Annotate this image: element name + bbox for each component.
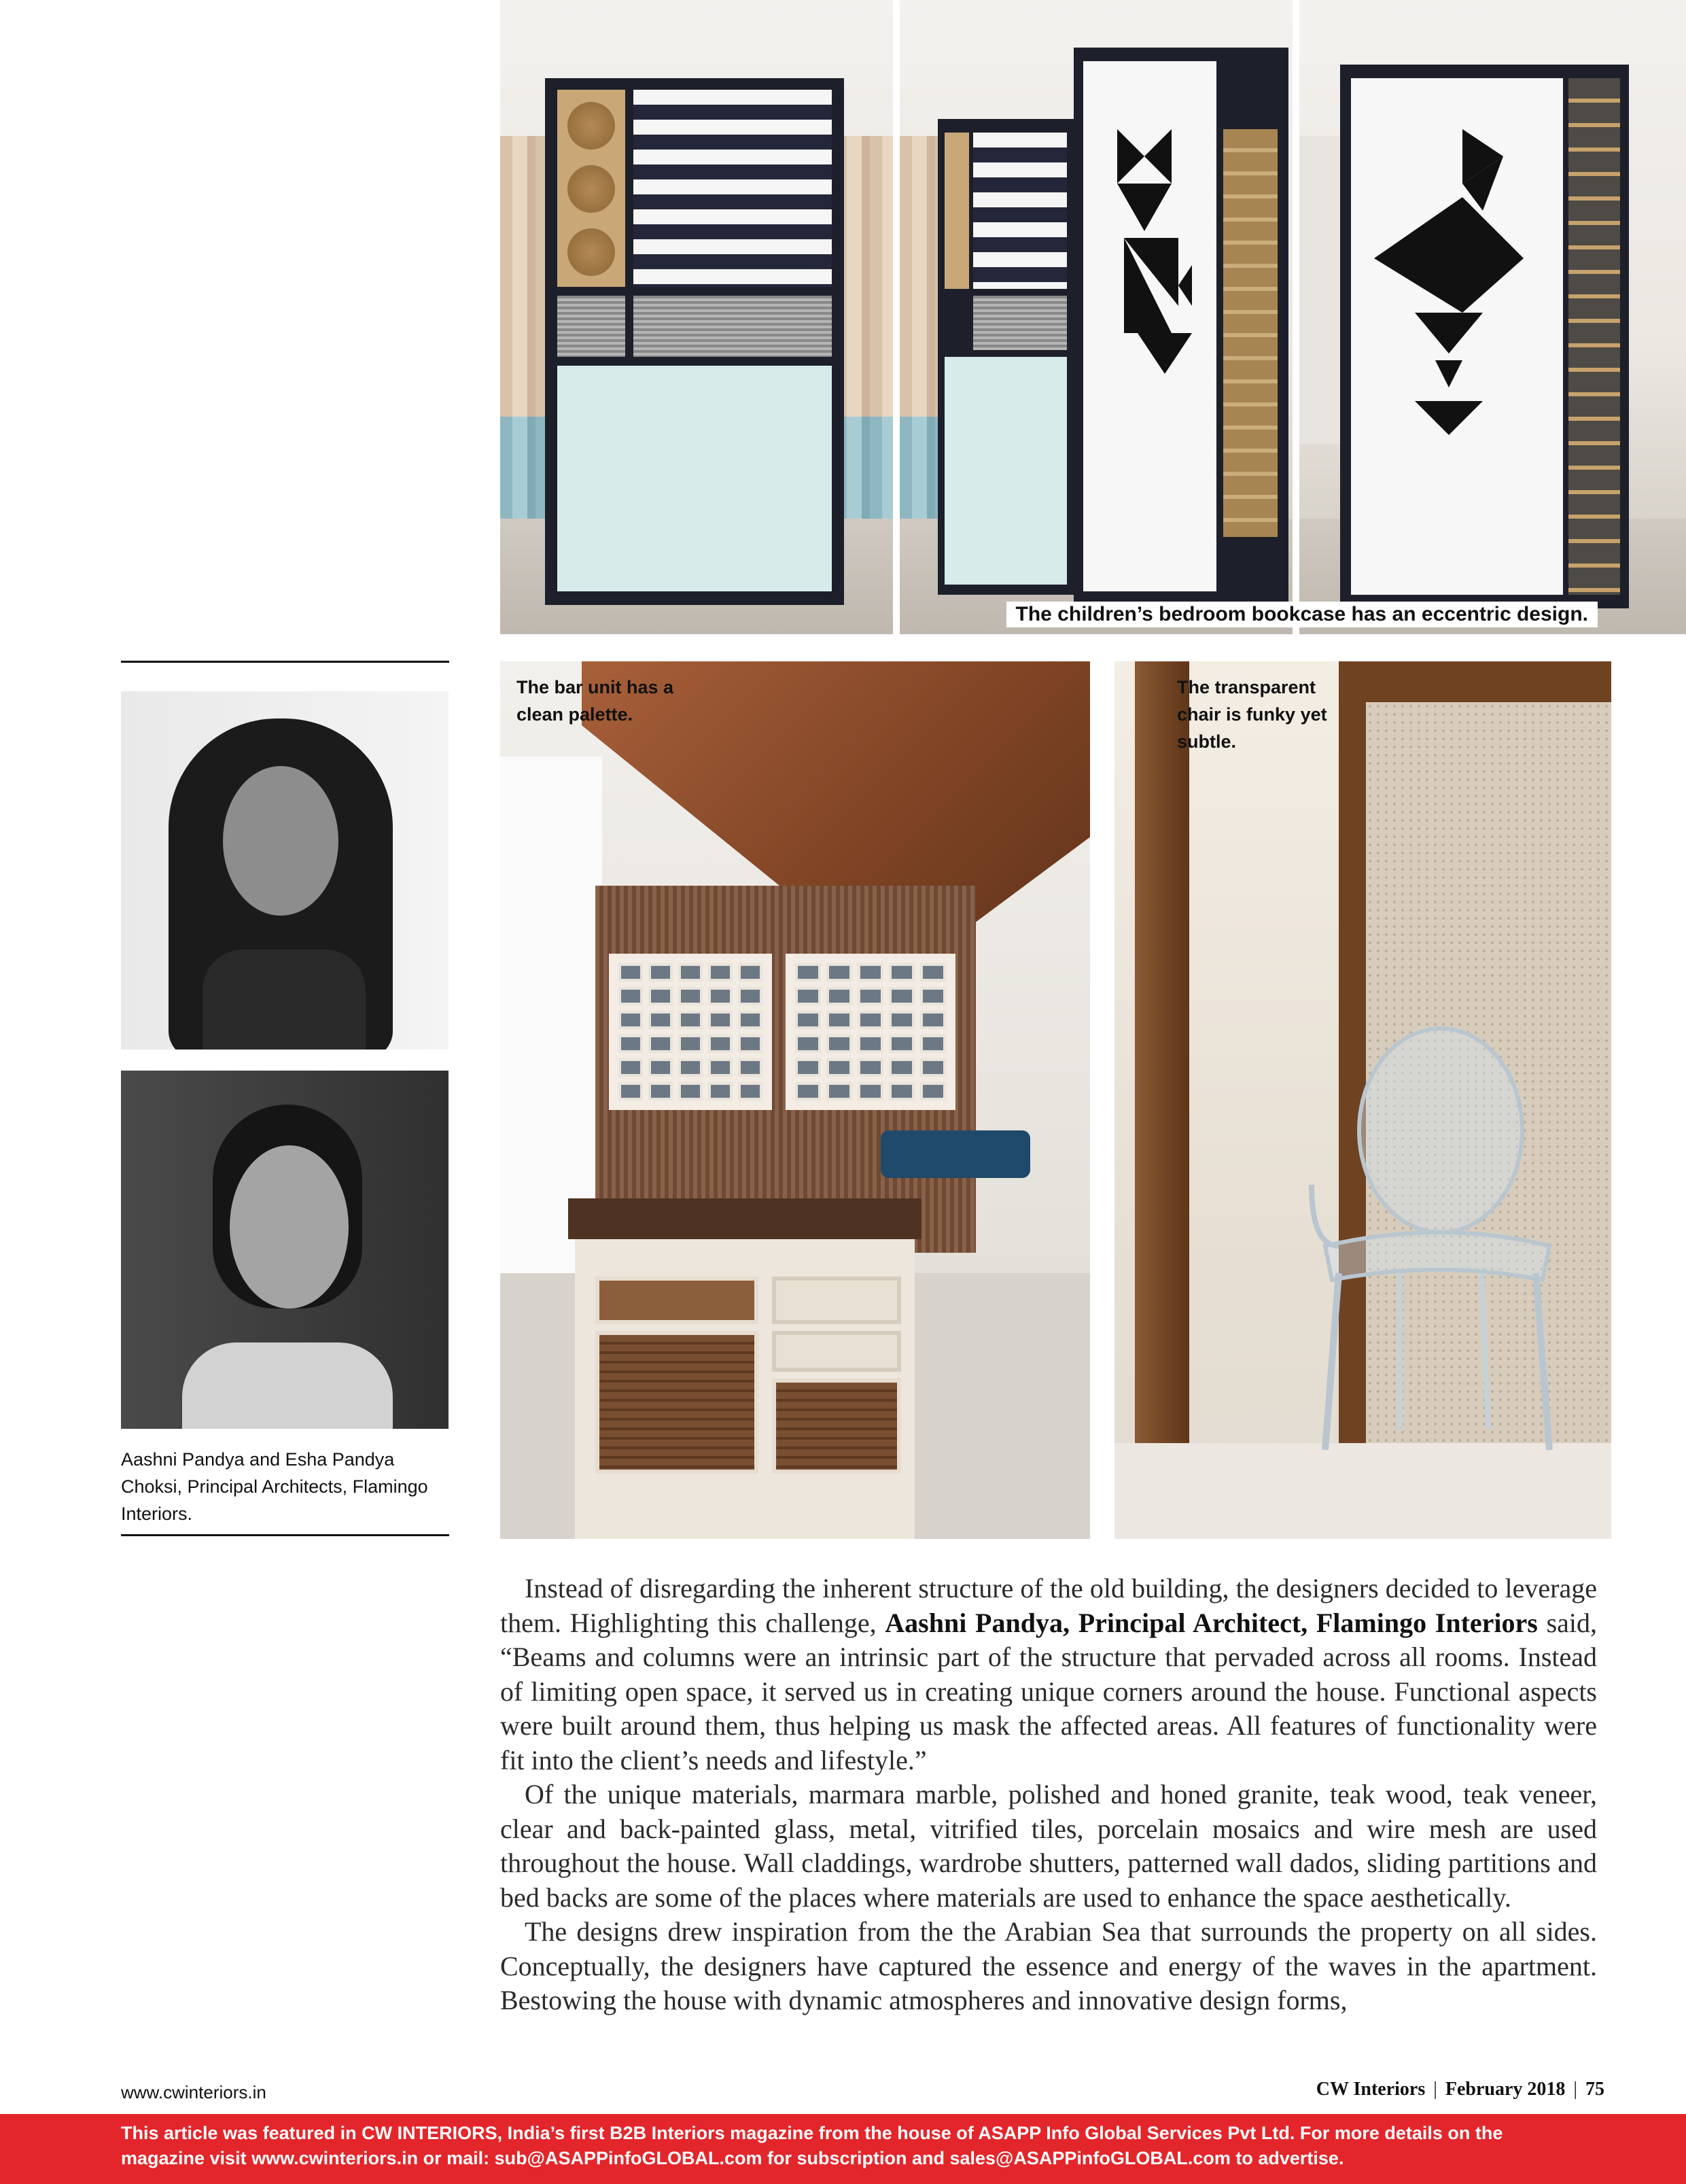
footer-page-number: 75 [1585, 2079, 1604, 2100]
bookcase-photo-side [1299, 0, 1686, 634]
tangram-bird-icon [1374, 129, 1530, 435]
footer-issue: February 2018 [1445, 2079, 1566, 2100]
caption-chair: The transparent chair is funky yet subtle. [1177, 677, 1327, 752]
quoted-speaker: Aashni Pandya, Principal Architect, Flamingo Interiors [885, 1607, 1538, 1638]
bar-unit-photo [500, 661, 1090, 1539]
transparent-chair-photo [1114, 661, 1611, 1539]
portrait-top-rule [121, 661, 449, 663]
bookcase-photo-angle [900, 0, 1293, 634]
ghost-chair-icon [1298, 1022, 1570, 1457]
article-body [500, 1572, 1597, 2018]
portrait-esha-pandya-choksi [121, 1071, 449, 1429]
footer-folio: CW Interiors | February 2018 | 75 [1316, 2079, 1604, 2100]
portrait-aashni-pandya [121, 691, 449, 1050]
article-paragraph-2: Of the unique materials, marmara marble, polished and honed granite, teak wood, teak veneer, clear and back-painted glass, metal, vitrified tiles, porcelain mosaics and wire mesh are used throughout the house. Wall claddings, wardrobe shutters, patterned wall dados, sliding partitions and bed backs are some of the places where materials are used to enhance the space aesthetically. [500, 1779, 1597, 1913]
caption-bar-unit: The bar unit has a clean palette. [516, 677, 674, 725]
caption-bookcase-overlay: The children’s bedroom bookcase has an eccentric design. [1006, 602, 1598, 627]
tangram-cat-icon [1104, 129, 1192, 381]
footer-banner: This article was featured in CW INTERIORS, India’s first B2B Interiors magazine from the house of ASAPP Info Global Services Pvt Ltd. For more details on the magazine visit www.cwinteriors.in or mail: sub@ASAPPinfoGLOBAL.com for subscription and sales@ASAPPinfoGLOBAL.com to advertise. [0, 2114, 1686, 2184]
portrait-credit: Aashni Pandya and Esha Pandya Choksi, Principal Architects, Flamingo Interiors. [121, 1449, 428, 1524]
bookcase-photo-front [500, 0, 893, 634]
footer-magazine-name: CW Interiors [1316, 2079, 1426, 2100]
article-paragraph-3: The designs drew inspiration from the the Arabian Sea that surrounds the property on all sides. Conceptually, the designers have captured the essence and energy of the waves in the apartment. Bestowing the house with dynamic atmospheres and innovative design forms, [500, 1916, 1597, 2015]
article-paragraph-1: Instead of disregarding the inherent structure of the old building, the designers decided to leverage them. Highlighting this challenge, Aashni Pandya, Principal Architect, Flamingo Interiors said, “Beams and columns were an intrinsic part of the structure that pervaded across all rooms. Instead of limiting open space, it served us in creating unique corners around the house. Functional aspects were built around them, thus helping us mask the affected areas. All features of functionality were fit into the client’s needs and lifestyle.” [500, 1573, 1597, 1775]
footer-website[interactable]: www.cwinteriors.in [121, 2082, 266, 2102]
portrait-bottom-rule [121, 1534, 449, 1536]
